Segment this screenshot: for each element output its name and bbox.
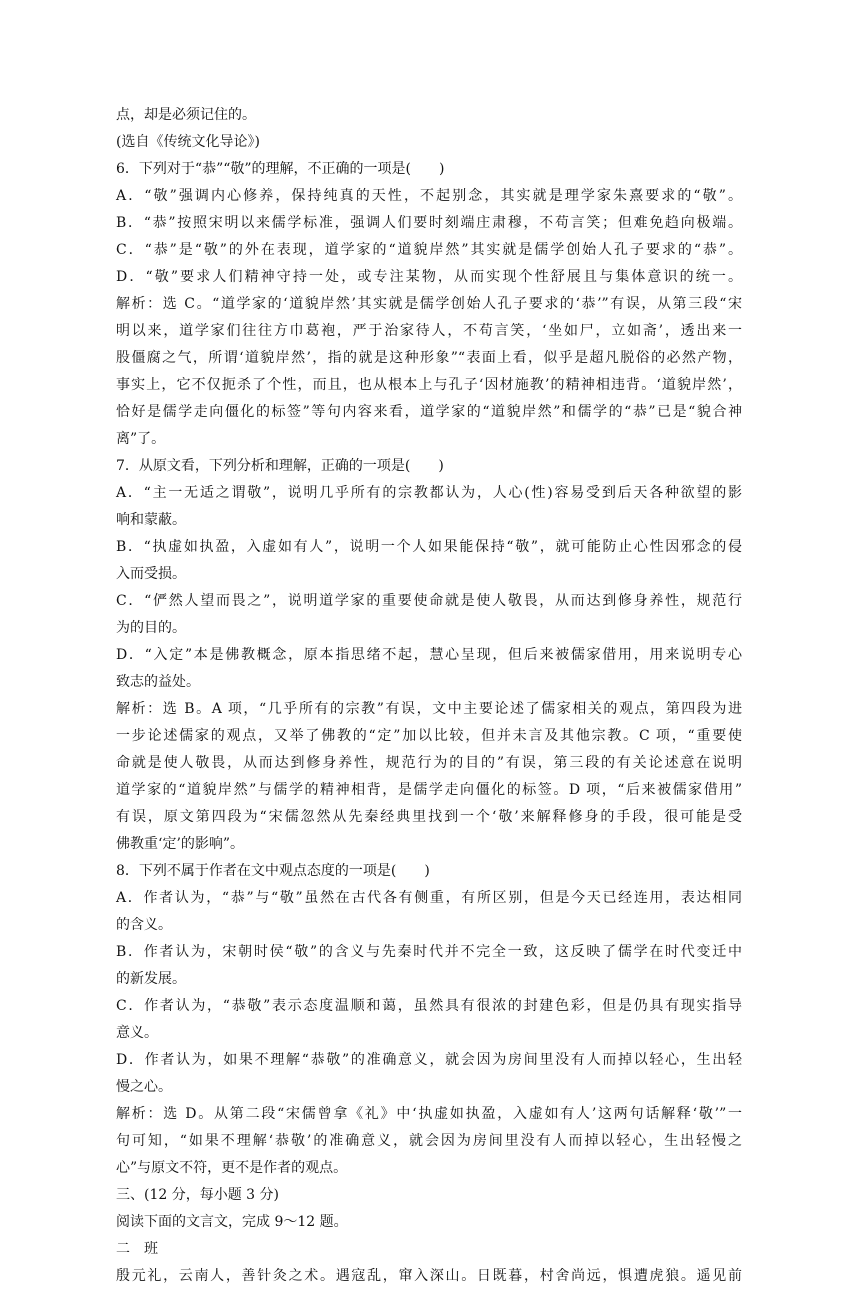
- text-line: 响和蒙蔽。: [116, 512, 186, 528]
- text-line: 事实上，它不仅扼杀了个性，而且，也从根本上与孔子‘因材施教’的精神相违背。‘道貌岸然’，: [116, 377, 742, 393]
- text-line: B．作者认为，宋朝时侯“敬”的含义与先秦时代并不完全一致，这反映了儒学在时代变迁中: [116, 944, 742, 960]
- text-line: (选自《传统文化导论》): [116, 134, 260, 150]
- text-line: 股僵腐之气，所谓‘道貌岸然’，指的就是这种形象”“表面上看，似乎是超凡脱俗的必然产物，: [116, 350, 742, 366]
- text-line: 慢之心。: [116, 1079, 172, 1095]
- text-line: B．“执虚如执盈，入虚如有人”，说明一个人如果能保持“敬”，就可能防止心性因邪念的侵: [116, 539, 742, 555]
- text-line: D．作者认为，如果不理解“恭敬”的准确意义，就会因为房间里没有人而掉以轻心，生出轻: [116, 1052, 742, 1068]
- text-line: 点，却是必须记住的。: [116, 107, 256, 123]
- text-line: 的含义。: [116, 917, 172, 933]
- text-line: 6．下列对于“恭”“敬”的理解，不正确的一项是( ): [116, 161, 445, 177]
- text-line: 殷元礼，云南人，善针灸之术。遇寇乱，窜入深山。日既暮，村舍尚远，惧遭虎狼。遥见前: [116, 1268, 742, 1284]
- text-line: D．“敬”要求人们精神守持一处，或专注某物，从而实现个性舒展且与集体意识的统一。: [116, 269, 742, 285]
- text-line: 致志的益处。: [116, 674, 200, 690]
- text-line: 有误，原文第四段为“宋儒忽然从先秦经典里找到一个‘敬’来解释修身的手段，很可能是受: [116, 809, 742, 825]
- text-line: 三、(12 分，每小题 3 分): [116, 1187, 279, 1203]
- text-line: A．“敬”强调内心修养，保持纯真的天性，不起别念，其实就是理学家朱熹要求的“敬”。: [116, 188, 742, 204]
- text-line: D．“入定”本是佛教概念，原本指思绪不起，慧心呈现，但后来被儒家借用，用来说明专心: [116, 647, 742, 663]
- text-line: 解析：选 C。“道学家的‘道貌岸然’其实就是儒学创始人孔子要求的‘恭’”有误，从第三段“宋: [116, 296, 742, 312]
- text-line: 解析：选 D。从第二段“宋儒曾拿《礼》中‘执虚如执盈，入虚如有人’这两句话解释‘敬’”一: [116, 1106, 742, 1122]
- text-line: 阅读下面的文言文，完成 9～12 题。: [116, 1214, 348, 1230]
- text-line: 句可知，“如果不理解‘恭敬’的准确意义，就会因为房间里没有人而掉以轻心，生出轻慢之: [116, 1133, 742, 1149]
- text-line: 7．从原文看，下列分析和理解，正确的一项是( ): [116, 458, 444, 474]
- text-line: 离”了。: [116, 431, 166, 447]
- text-line: 入而受损。: [116, 566, 186, 582]
- text-line: 道学家的“道貌岸然”与儒学的精神相背，是儒学走向僵化的标签。D 项，“后来被儒家借用”: [116, 782, 742, 798]
- text-line: 意义。: [116, 1025, 158, 1041]
- text-line: 佛教重‘定’的影响”。: [116, 836, 245, 852]
- text-line: C．“俨然人望而畏之”，说明道学家的重要使命就是使人敬畏，从而达到修身养性，规范行: [116, 593, 742, 609]
- document-page: [116, 102, 742, 1290]
- text-line: C．“恭”是“敬”的外在表现，道学家的“道貌岸然”其实就是儒学创始人孔子要求的“恭”。: [116, 242, 742, 258]
- text-line: 的新发展。: [116, 971, 186, 987]
- text-line: 解析：选 B。A 项，“几乎所有的宗教”有误，文中主要论述了儒家相关的观点，第四段为进: [116, 701, 742, 717]
- text-line: 二 班: [116, 1241, 158, 1257]
- text-line: B．“恭”按照宋明以来儒学标准，强调人们要时刻端庄肃穆，不苟言笑；但难免趋向极端。: [116, 215, 742, 231]
- text-line: 命就是使人敬畏，从而达到修身养性，规范行为的目的”有误，第三段的有关论述意在说明: [116, 755, 742, 771]
- text-line: 明以来，道学家们往往方巾葛袍，严于治家待人，不苟言笑，‘坐如尸，立如斋’，透出来一: [116, 323, 742, 339]
- text-line: 8．下列不属于作者在文中观点态度的一项是( ): [116, 863, 430, 879]
- text-line: 一步论述儒家的观点，又举了佛教的“定”加以比较，但并未言及其他宗教。C 项，“重要使: [116, 728, 742, 744]
- text-line: C．作者认为，“恭敬”表示态度温顺和蔼，虽然具有很浓的封建色彩，但是仍具有现实指导: [116, 998, 742, 1014]
- text-line: A．“主一无适之谓敬”，说明几乎所有的宗教都认为，人心(性)容易受到后天各种欲望的影: [116, 485, 742, 501]
- text-line: 心”与原文不符，更不是作者的观点。: [116, 1160, 348, 1176]
- text-line: 为的目的。: [116, 620, 186, 636]
- text-line: 恰好是儒学走向僵化的标签”等句内容来看，道学家的“道貌岸然”和儒学的“恭”已是“貌合神: [116, 404, 742, 420]
- text-line: A．作者认为，“恭”与“敬”虽然在古代各有侧重，有所区别，但是今天已经连用，表达相同: [116, 890, 742, 906]
